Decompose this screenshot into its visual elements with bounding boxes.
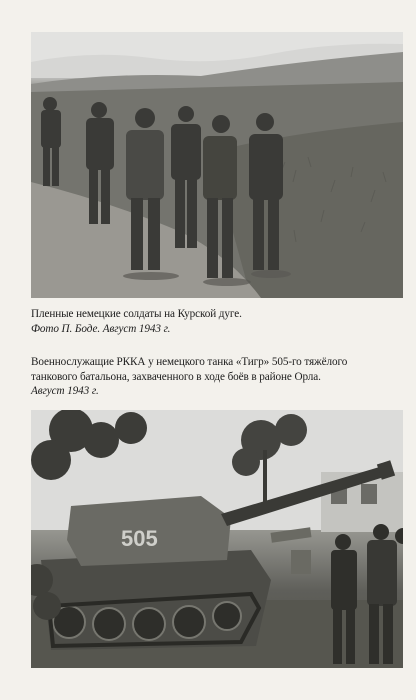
caption-photo-tank (31, 355, 403, 399)
caption-photo-prisoners (31, 307, 403, 336)
caption-line-2: танкового батальона, захваченного в ходе боёв в районе Орла. (31, 370, 321, 383)
photo-tiger-tank-drawing (31, 410, 403, 668)
photo-prisoners-drawing (31, 32, 403, 298)
caption-credit: Фото П. Боде. Август 1943 г. (31, 322, 171, 335)
photo-tiger-tank (31, 410, 403, 668)
caption-date: Август 1943 г. (31, 385, 99, 397)
caption-line-1: Военнослужащие РККА у немецкого танка «Тигр» 505-го тяжёлого (31, 356, 348, 368)
tank-number: 505 (121, 526, 158, 551)
caption-text: Пленные немецкие солдаты на Курской дуге. (31, 308, 242, 320)
photo-prisoners (31, 32, 403, 298)
